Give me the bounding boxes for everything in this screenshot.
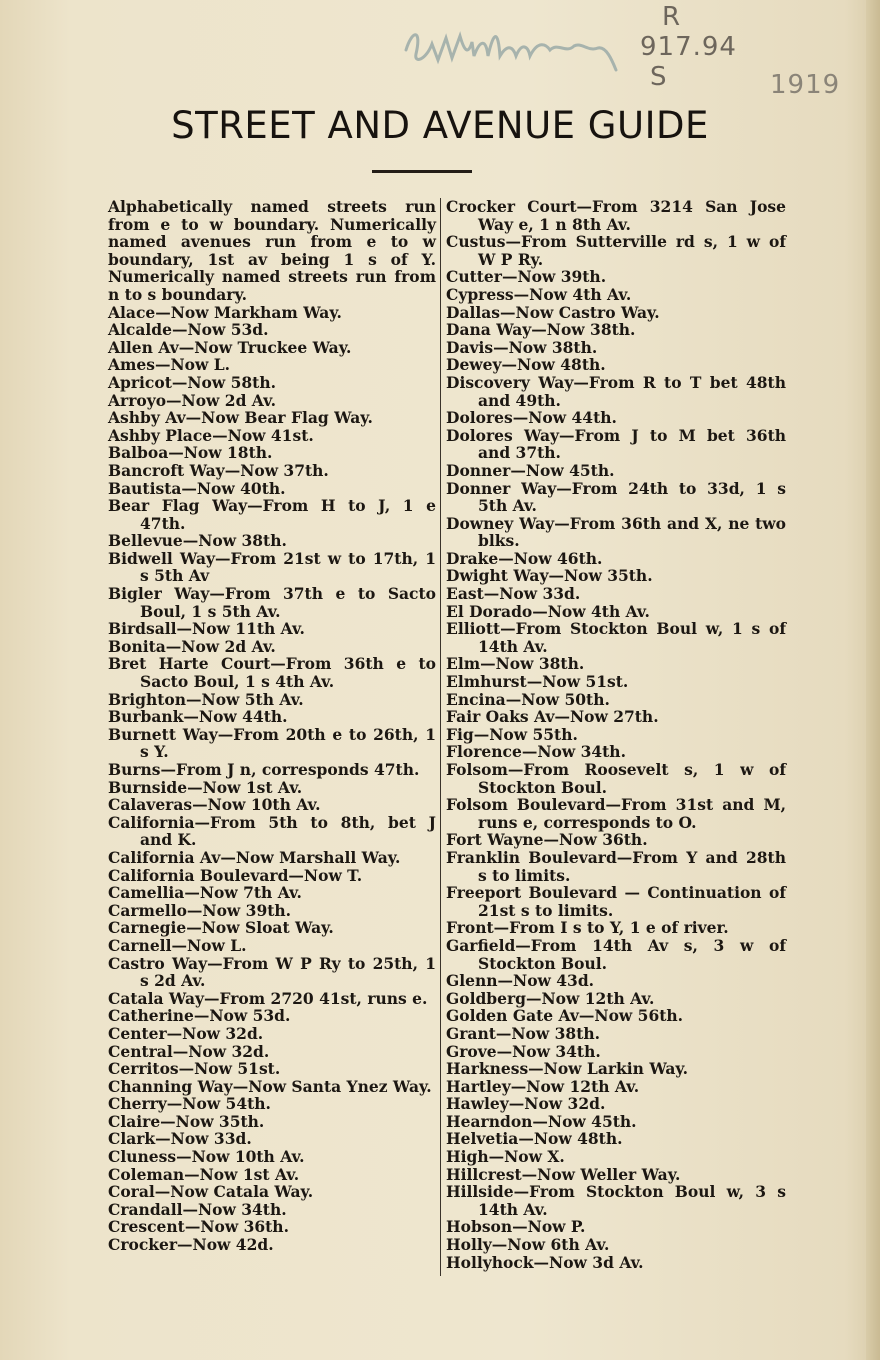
street-entry: Bautista—Now 40th. — [108, 478, 286, 498]
street-entry: Folsom—From Roosevelt s, 1 w of Stockton Boul. — [446, 760, 786, 797]
street-entry: California Av—Now Marshall Way. — [108, 847, 401, 867]
street-entry: Donner Way—From 24th to 33d, 1 s 5th Av. — [446, 478, 786, 516]
street-entry: Alace—Now Markham Way. — [108, 302, 342, 322]
street-entry: Allen Av—Now Truckee Way. — [108, 337, 352, 357]
street-entry: Brighton—Now 5th Av. — [108, 689, 304, 709]
intro-paragraph: Alphabetically named streets run from e to w boundary. Numerically named avenues run from e to w boundary, 1st av being 1 s of Y. Numerically named streets run from n to s boundary. — [108, 197, 436, 304]
street-entry: Cypress—Now 4th Av. — [446, 284, 632, 304]
street-entry: Harkness—Now Larkin Way. — [446, 1059, 689, 1079]
street-entry: Encina—Now 50th. — [446, 689, 610, 709]
street-entry: Helvetia—Now 48th. — [446, 1129, 623, 1149]
street-entry: Cluness—Now 10th Av. — [108, 1147, 305, 1167]
street-entry: Elliott—From Stockton Boul w, 1 s of 14th Av. — [446, 619, 786, 656]
call-number-line: 917.94 — [640, 32, 737, 62]
street-entry: Hillside—From Stockton Boul w, 3 s 14th Av. — [446, 1182, 786, 1219]
street-entry: Ashby Place—Now 41st. — [108, 425, 314, 445]
street-entry: El Dorado—Now 4th Av. — [446, 601, 650, 621]
street-entry: Fort Wayne—Now 36th. — [446, 830, 648, 850]
title-rule — [372, 170, 472, 173]
street-entry: Cerritos—Now 51st. — [108, 1059, 281, 1079]
handwritten-year: 1919 — [770, 70, 841, 100]
street-entry: Coral—Now Catala Way. — [108, 1182, 314, 1202]
street-entry: Hearndon—Now 45th. — [446, 1111, 637, 1131]
street-entry: Carnell—Now L. — [108, 935, 247, 955]
street-entry: Cherry—Now 54th. — [108, 1094, 271, 1114]
street-entry: Crandall—Now 34th. — [108, 1199, 287, 1219]
street-entry: Glenn—Now 43d. — [446, 971, 595, 991]
right-entry-list — [446, 198, 786, 1271]
street-entry: Dwight Way—Now 35th. — [446, 566, 653, 586]
street-entry: Burns—From J n, corresponds 47th. — [108, 760, 420, 779]
street-entry: Claire—Now 35th. — [108, 1111, 265, 1131]
street-entry: Bigler Way—From 37th e to Sacto Boul, 1 s 5th Av. — [108, 584, 436, 621]
column-divider — [440, 198, 441, 1276]
street-entry: Golden Gate Av—Now 56th. — [446, 1006, 684, 1026]
right-column — [446, 198, 786, 1271]
street-entry: Hillcrest—Now Weller Way. — [446, 1164, 681, 1184]
street-entry: Grant—Now 38th. — [446, 1023, 601, 1043]
street-entry: Burbank—Now 44th. — [108, 707, 288, 727]
street-entry: Catala Way—From 2720 41st, runs e. — [108, 988, 428, 1008]
street-entry: Burnett Way—From 20th e to 26th, 1 s Y. — [108, 724, 436, 762]
street-entry: Birdsall—Now 11th Av. — [108, 619, 305, 639]
street-entry: Elmhurst—Now 51st. — [446, 672, 629, 692]
street-entry: Elm—Now 38th. — [446, 654, 585, 674]
street-entry: Center—Now 32d. — [108, 1023, 264, 1043]
street-entry: Front—From I s to Y, 1 e of river. — [446, 918, 729, 938]
street-entry: Bidwell Way—From 21st w to 17th, 1 s 5th Av — [108, 548, 436, 586]
street-entry: Franklin Boulevard—From Y and 28th s to limits. — [446, 847, 786, 885]
street-entry: Garfield—From 14th Av s, 3 w of Stockton Boul. — [446, 935, 786, 973]
street-entry: Florence—Now 34th. — [446, 742, 626, 762]
street-entry: Bellevue—Now 38th. — [108, 531, 287, 551]
street-entry: Dolores—Now 44th. — [446, 408, 617, 428]
street-entry: Crescent—Now 36th. — [108, 1217, 289, 1237]
street-entry: Crocker—Now 42d. — [108, 1235, 274, 1255]
street-entry: Custus—From Sutterville rd s, 1 w of W P Ry. — [446, 232, 786, 269]
street-entry: Carmello—Now 39th. — [108, 900, 292, 920]
street-entry: Burnside—Now 1st Av. — [108, 777, 303, 797]
street-entry: Hawley—Now 32d. — [446, 1094, 606, 1114]
street-entry: Balboa—Now 18th. — [108, 443, 273, 463]
street-entry: Channing Way—Now Santa Ynez Way. — [108, 1076, 432, 1096]
street-entry: Fig—Now 55th. — [446, 724, 578, 744]
street-entry: Bancroft Way—Now 37th. — [108, 460, 329, 480]
street-entry: Davis—Now 38th. — [446, 337, 598, 357]
street-entry: East—Now 33d. — [446, 584, 581, 604]
call-number-line: R — [662, 2, 682, 32]
street-entry: Carnegie—Now Sloat Way. — [108, 918, 334, 938]
street-entry: Downey Way—From 36th and X, ne two blks. — [446, 513, 786, 551]
street-entry: Discovery Way—From R to T bet 48th and 49th. — [446, 372, 786, 410]
street-entry: Arroyo—Now 2d Av. — [108, 390, 277, 410]
left-entry-list — [108, 304, 436, 1254]
call-number — [640, 2, 737, 92]
street-entry: Alcalde—Now 53d. — [108, 320, 269, 340]
street-entry: Dana Way—Now 38th. — [446, 320, 636, 340]
street-entry: Folsom Boulevard—From 31st and M, runs e, corresponds to O. — [446, 795, 786, 832]
street-entry: Bonita—Now 2d Av. — [108, 636, 276, 656]
street-entry: Calaveras—Now 10th Av. — [108, 795, 321, 815]
street-entry: High—Now X. — [446, 1147, 565, 1167]
street-entry: Catherine—Now 53d. — [108, 1006, 291, 1026]
street-entry: Dolores Way—From J to M bet 36th and 37th. — [446, 425, 786, 463]
street-entry: Bret Harte Court—From 36th e to Sacto Boul, 1 s 4th Av. — [108, 654, 436, 692]
street-entry: Freeport Boulevard — Continuation of 21st s to limits. — [446, 883, 786, 920]
street-entry: Hobson—Now P. — [446, 1217, 586, 1237]
street-entry: Cutter—Now 39th. — [446, 267, 607, 287]
street-entry: Crocker Court—From 3214 San Jose Way e, 1 n 8th Av. — [446, 197, 786, 234]
left-column — [108, 198, 436, 1254]
street-entry: Goldberg—Now 12th Av. — [446, 988, 655, 1008]
street-entry: California Boulevard—Now T. — [108, 865, 363, 885]
street-entry: Fair Oaks Av—Now 27th. — [446, 707, 659, 727]
street-entry: Central—Now 32d. — [108, 1041, 270, 1061]
street-entry: Holly—Now 6th Av. — [446, 1235, 610, 1255]
page-title: STREET AND AVENUE GUIDE — [171, 104, 709, 147]
street-entry: Apricot—Now 58th. — [108, 372, 276, 392]
street-entry: Donner—Now 45th. — [446, 460, 615, 480]
street-entry: Dallas—Now Castro Way. — [446, 302, 660, 322]
street-entry: Drake—Now 46th. — [446, 548, 603, 568]
handwritten-signature — [402, 20, 620, 76]
street-entry: Ames—Now L. — [108, 355, 231, 375]
street-entry: Dewey—Now 48th. — [446, 355, 606, 375]
street-entry: Clark—Now 33d. — [108, 1129, 252, 1149]
page-edge — [866, 0, 880, 1360]
street-entry: Grove—Now 34th. — [446, 1041, 601, 1061]
call-number-line: S — [650, 62, 668, 92]
street-entry: Hollyhock—Now 3d Av. — [446, 1252, 644, 1272]
street-entry: Camellia—Now 7th Av. — [108, 883, 302, 903]
street-entry: Bear Flag Way—From H to J, 1 e 47th. — [108, 496, 436, 533]
street-entry: Coleman—Now 1st Av. — [108, 1164, 300, 1184]
street-entry: Castro Way—From W P Ry to 25th, 1 s 2d Av. — [108, 953, 436, 991]
street-entry: California—From 5th to 8th, bet J and K. — [108, 812, 436, 850]
street-entry: Ashby Av—Now Bear Flag Way. — [108, 408, 373, 428]
street-entry: Hartley—Now 12th Av. — [446, 1076, 640, 1096]
